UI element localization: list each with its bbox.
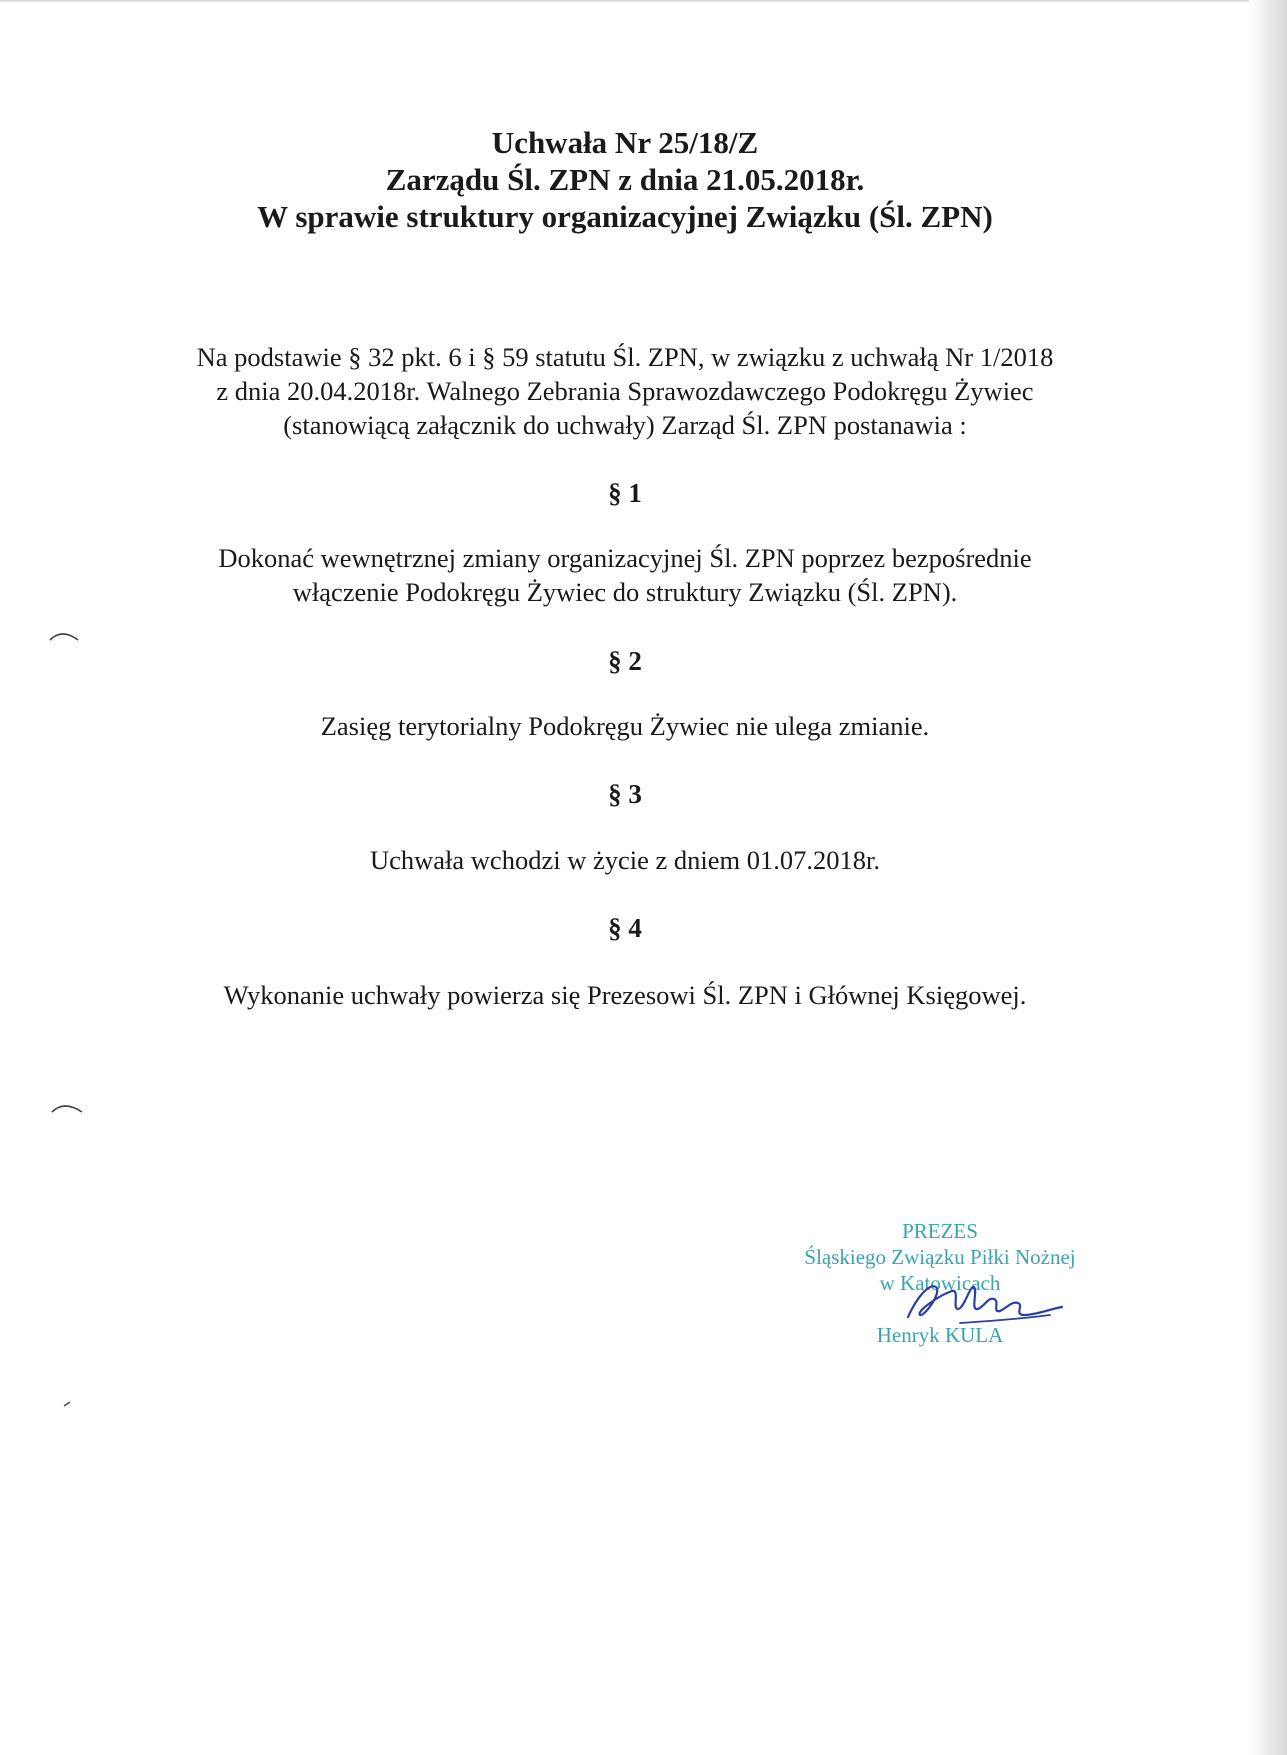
intro-line: z dnia 20.04.2018r. Walnego Zebrania Sprawozdawczego Podokręgu Żywiec <box>216 376 1034 406</box>
document-title <box>0 124 1250 235</box>
section-line: Dokonać wewnętrznej zmiany organizacyjnej Śl. ZPN poprzez bezpośrednie <box>218 543 1032 573</box>
stamp-title: PREZES <box>902 1219 978 1243</box>
stamp-org: Śląskiego Związku Piłki Nożnej <box>804 1245 1076 1269</box>
title-line: Uchwała Nr 25/18/Z <box>491 125 759 160</box>
title-line: W sprawie struktury organizacyjnej Związku (Śl. ZPN) <box>257 199 993 234</box>
title-line: Zarządu Śl. ZPN z dnia 21.05.2018r. <box>385 162 865 197</box>
stamp-name: Henryk KULA <box>876 1323 1004 1347</box>
section-text-4 <box>0 978 1250 1012</box>
section-line: Uchwała wchodzi w życie z dniem 01.07.2018r. <box>370 845 880 875</box>
section-line: Wykonanie uchwały powierza się Prezesowi Śl. ZPN i Głównej Księgowej. <box>223 980 1027 1010</box>
scan-edge-right <box>1249 0 1287 1755</box>
section-text-1 <box>0 541 1250 609</box>
section-mark-4: § 4 <box>608 913 642 943</box>
intro-line: Na podstawie § 32 pkt. 6 i § 59 statutu Śl. ZPN, w związku z uchwałą Nr 1/2018 <box>196 342 1054 372</box>
section-mark-2: § 2 <box>608 646 642 676</box>
scan-speck <box>62 1392 102 1422</box>
intro-paragraph <box>0 340 1250 442</box>
punch-hole-mark <box>50 1100 90 1130</box>
section-line: włączenie Podokręgu Żywiec do struktury Związku (Śl. ZPN). <box>292 577 958 607</box>
section-text-3 <box>0 843 1250 877</box>
intro-line: (stanowiącą załącznik do uchwały) Zarząd Śl. ZPN postanawia : <box>283 410 967 440</box>
section-line: Zasięg terytorialny Podokręgu Żywiec nie ulega zmianie. <box>320 711 930 741</box>
scan-edge-top <box>0 0 1287 3</box>
handwritten-signature <box>900 1265 1070 1335</box>
section-mark-1: § 1 <box>608 478 642 508</box>
section-text-2 <box>0 709 1250 743</box>
stamp-city: w Katowicach <box>879 1271 1001 1295</box>
section-mark-3: § 3 <box>608 779 642 809</box>
